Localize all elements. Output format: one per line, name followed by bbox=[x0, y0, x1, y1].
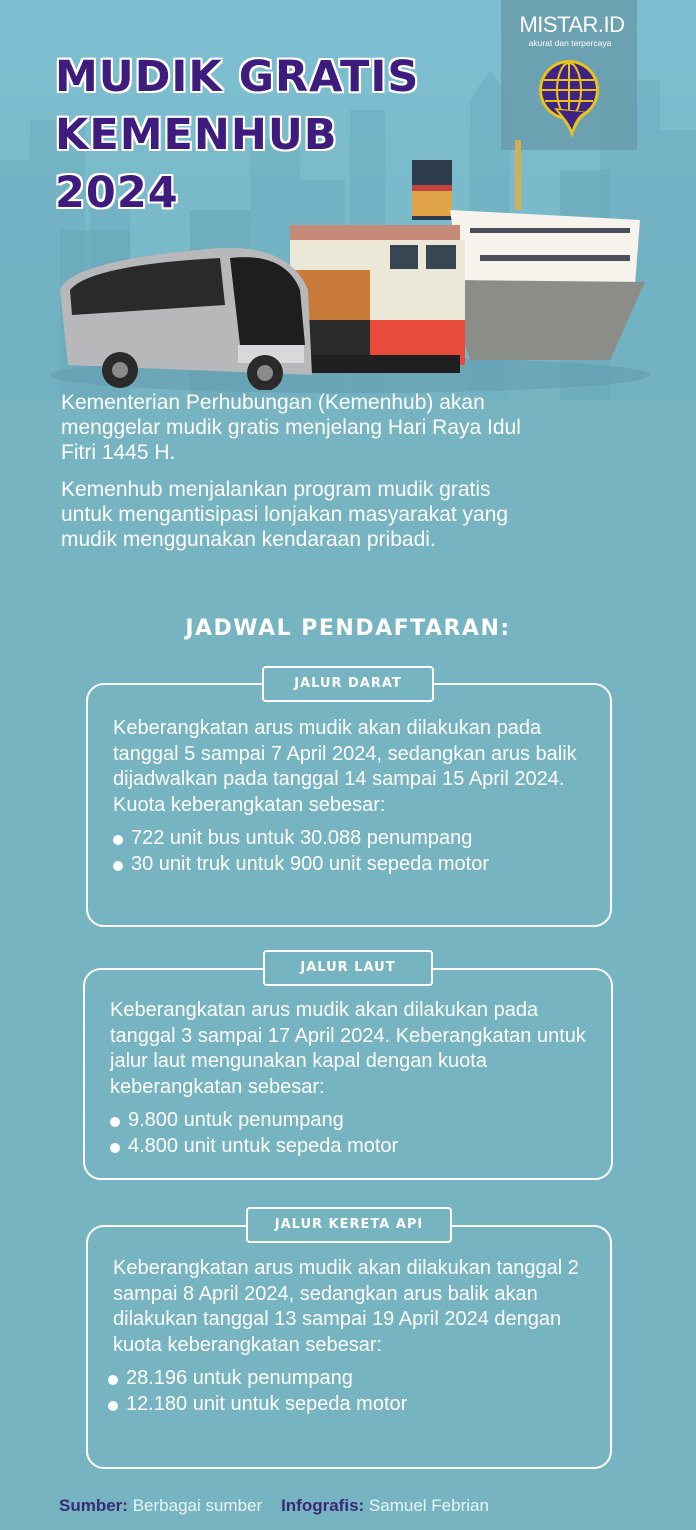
schedule-title: JADWAL PENDAFTARAN: bbox=[185, 616, 511, 641]
footer-credits bbox=[59, 1496, 489, 1516]
list-item: 9.800 untuk penumpang bbox=[110, 1108, 600, 1134]
hero-banner bbox=[0, 0, 696, 400]
kemenhub-logo-icon bbox=[532, 56, 606, 140]
train-icon bbox=[290, 225, 465, 373]
jalur-darat-bullets bbox=[113, 826, 593, 877]
bus-icon bbox=[60, 248, 312, 390]
jalur-laut-text: Keberangkatan arus mudik akan dilakukan pada tanggal 3 sampai 17 April 2024. Keberangkatan untuk jalur laut mengunakan kapal dengan kuota keberangkatan sebesar: bbox=[110, 999, 586, 1098]
intro-paragraph-2: Kemenhub menjalankan program mudik gratis untuk mengantisipasi lonjakan masyarakat yang mudik menggunakan kendaraan pribadi. bbox=[61, 478, 509, 551]
jalur-kereta-api-text: Keberangkatan arus mudik akan dilakukan tanggal 2 sampai 8 April 2024, sedangkan arus balik akan dilakukan tanggal 13 sampai 19 April 2024 dengan kuota keberangkatan sebesar: bbox=[113, 1257, 579, 1356]
list-item: 4.800 unit untuk sepeda motor bbox=[110, 1134, 600, 1160]
list-item: 28.196 untuk penumpang bbox=[108, 1366, 583, 1392]
intro-paragraph-1: Kementerian Perhubungan (Kemenhub) akan menggelar mudik gratis menjelang Hari Raya Idul Fitri 1445 H. bbox=[61, 391, 521, 464]
source-value: Berbagai sumber bbox=[132, 1496, 263, 1515]
title-line-1: MUDIK GRATIS bbox=[55, 52, 420, 102]
credit-value: Samuel Febrian bbox=[368, 1496, 489, 1515]
brand-logo-text: MISTAR.ID bbox=[519, 12, 625, 37]
card-body-jalur-darat bbox=[113, 716, 593, 877]
transport-vehicles-illustration bbox=[50, 130, 650, 390]
jalur-kereta-api-bullets bbox=[108, 1366, 583, 1417]
label-jalur-laut: JALUR LAUT bbox=[263, 950, 433, 986]
card-body-jalur-laut bbox=[110, 998, 600, 1159]
credit-label: Infografis: bbox=[281, 1496, 365, 1515]
card-body-jalur-kereta-api bbox=[113, 1256, 583, 1417]
intro-section bbox=[61, 390, 541, 564]
list-item: 30 unit truk untuk 900 unit sepeda motor bbox=[113, 852, 593, 878]
title-line-3: 2024 bbox=[55, 168, 179, 218]
list-item: 722 unit bus untuk 30.088 penumpang bbox=[113, 826, 593, 852]
list-item: 12.180 unit untuk sepeda motor bbox=[108, 1392, 583, 1418]
label-jalur-darat: JALUR DARAT bbox=[262, 666, 434, 702]
brand-tagline: akurat dan terpercaya bbox=[528, 38, 612, 48]
title-line-2: KEMENHUB bbox=[55, 110, 338, 160]
source-label: Sumber: bbox=[59, 1496, 128, 1515]
label-jalur-kereta-api: JALUR KERETA API bbox=[246, 1207, 452, 1243]
jalur-laut-bullets bbox=[110, 1108, 600, 1159]
jalur-darat-text: Keberangkatan arus mudik akan dilakukan pada tanggal 5 sampai 7 April 2024, sedangkan arus balik dijadwalkan pada tanggal 14 sampai 15 April 2024. Kuota keberangkatan sebesar: bbox=[113, 717, 577, 816]
